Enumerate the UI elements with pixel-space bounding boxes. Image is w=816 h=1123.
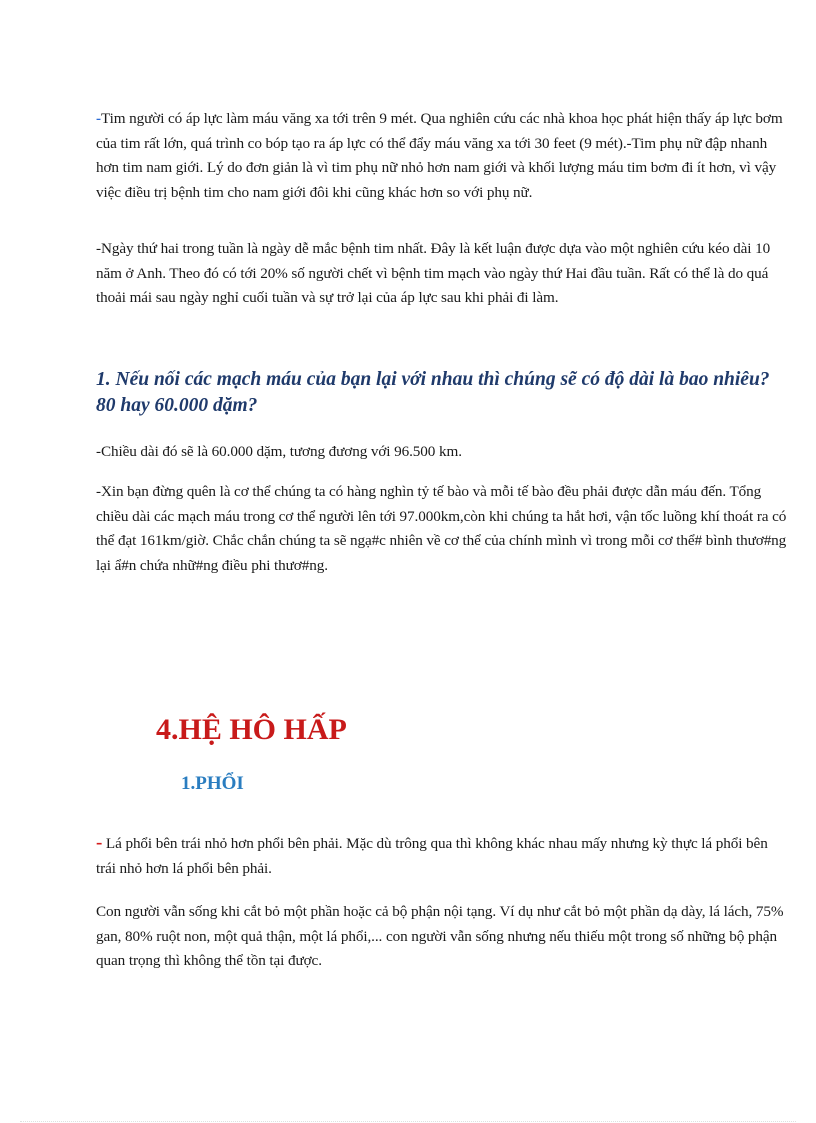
paragraph-organs: Con người vẫn sống khi cắt bỏ một phần hoặc cả bộ phận nội tạng. Ví dụ như cắt bỏ một phần dạ dày, lá lách, 75% gan, 80% ruột non, một quả thận, một lá phổi,... con người vẫn sống nhưng nếu thiếu một trong số những bộ phận quan trọng thì không thể tồn tại được. (96, 903, 784, 969)
paragraph-left-lung (96, 831, 790, 881)
paragraph-vessel-length: -Chiều dài đó sẽ là 60.000 dặm, tương đương với 96.500 km. (96, 443, 462, 460)
section-heading: 4.HỆ HÔ HẤP (156, 713, 347, 746)
bullet-dash: - (96, 832, 103, 853)
paragraph-cells: -Xin bạn đừng quên là cơ thể chúng ta có hàng nghìn tỷ tế bào và mỗi tế bào đều phải được dẫn máu đến. Tổng chiều dài các mạch máu trong cơ thể người lên tới 97.000km,còn khi chúng ta hắt hơi, vận tốc luồng khí thoát ra có thể đạt 161km/giờ. Chắc chắn chúng ta sẽ ngạ#c nhiên về cơ thể của chính mình vì trong mỗi cơ thể# bình thươ#ng lại ẩ#n chứa nhữ#ng điều phi thươ#ng. (96, 483, 787, 574)
paragraph-monday-risk: -Ngày thứ hai trong tuần là ngày dễ mắc bệnh tim nhất. Đây là kết luận được dựa vào một nghiên cứu kéo dài 10 năm ở Anh. Theo đó có tới 20% số người chết vì bệnh tim mạch vào ngày thứ Hai đầu tuần. Rất có thể là do quá thoải mái sau ngày nghỉ cuối tuần và sự trở lại của áp lực sau khi phải đi làm. (96, 240, 771, 306)
paragraph-text: Lá phổi bên trái nhỏ hơn phổi bên phải. Mặc dù trông qua thì không khác nhau mấy nhưng kỳ thực lá phổi bên trái nhỏ hơn lá phổi bên phải. (96, 835, 768, 877)
subsection-heading: 1.PHỔI (181, 773, 244, 794)
paragraph-text: Tim người có áp lực làm máu văng xa tới trên 9 mét. Qua nghiên cứu các nhà khoa học phát hiện thấy áp lực bơm của tim rất lớn, quá trình co bóp tạo ra áp lực có thể đẩy máu văng xa tới 30 feet (9 mét).-Tim phụ nữ đập nhanh hơn tim nam giới. Lý do đơn giản là vì tim phụ nữ nhỏ hơn nam giới và khối lượng máu tim bơm đi ít hơn, vì vậy việc điều trị bệnh tim cho nam giới đôi khi cũng khác hơn so với phụ nữ. (96, 110, 783, 201)
question-heading: 1. Nếu nối các mạch máu của bạn lại với nhau thì chúng sẽ có độ dài là bao nhiêu? 80 hay 60.000 dặm? (96, 369, 770, 416)
paragraph-heart-pressure (96, 107, 790, 205)
bullet-dash: - (96, 110, 101, 127)
page-bottom-divider (20, 1121, 796, 1122)
